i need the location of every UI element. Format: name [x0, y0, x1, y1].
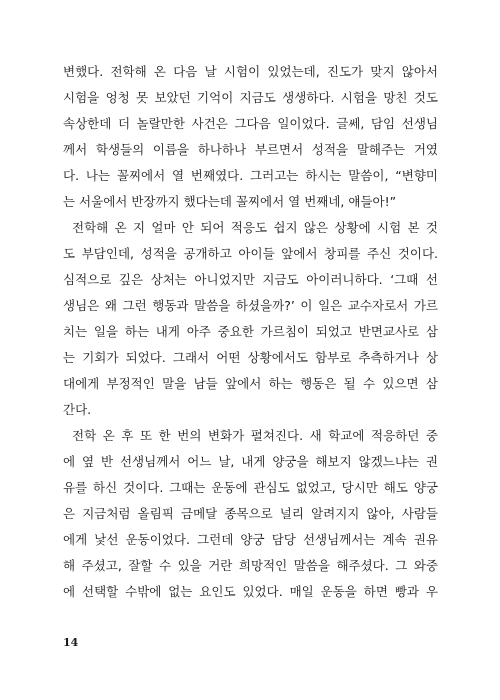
text-line: 는 서울에서 반장까지 했다는데 꼴찌에서 열 번째네, 얘들아!”: [63, 194, 397, 209]
text-line: 시험을 엉청 못 보았던 기억이 지금도 생생하다. 시험을 망친 것도: [63, 90, 438, 105]
text-line: 변했다. 전학해 온 다음 날 시험이 있었는데, 진도가 맞지 않아서: [63, 64, 438, 79]
text-line: 전학 온 후 또 한 번의 변화가 펼쳐진다. 새 학교에 적응하던 중: [72, 428, 438, 443]
text-line: 속상한데 더 놀랄만한 사건은 그다음 일이었다. 글쎄, 담임 선생님: [63, 116, 438, 131]
page-number: 14: [63, 636, 79, 649]
text-line: 께서 학생들의 이름을 하나하나 부르면서 성적을 말해주는 거였: [63, 142, 438, 157]
text-line: 는 기회가 되었다. 그래서 어떤 상황에서도 함부로 추측하거나 상: [63, 350, 438, 365]
text-line: 전학해 온 지 얼마 안 되어 적응도 쉽지 않은 상황에 시험 본 것: [72, 220, 438, 235]
text-line: 해 주셨고, 잘할 수 있을 거란 희망적인 말씀을 해주셨다. 그 와중: [63, 558, 438, 573]
text-line: 심적으로 깊은 상처는 아니었지만 지금도 아이러니하다. ‘그때 선: [63, 272, 438, 287]
text-line: 에게 낯선 운동이었다. 그런데 양궁 담당 선생님께서는 계속 권유: [63, 532, 438, 547]
text-line: 에 옆 반 선생님께서 어느 날, 내게 양궁을 해보지 않겠느냐는 권: [63, 454, 438, 469]
text-line: 유를 하신 것이다. 그때는 운동에 관심도 없었고, 당시만 해도 양궁: [63, 480, 438, 495]
text-line: 치는 일을 하는 내게 아주 중요한 가르침이 되었고 반면교사로 삼: [63, 324, 438, 339]
text-line: 간다.: [63, 402, 92, 417]
text-line: 도 부담인데, 성적을 공개하고 아이들 앞에서 창피를 주신 것이다.: [63, 246, 438, 261]
text-line: 생님은 왜 그런 행동과 말씀을 하셨을까?’ 이 일은 교수자로서 가르: [63, 298, 438, 313]
text-line: 다. 나는 꼴찌에서 열 번째였다. 그러고는 하시는 말씀이, “변향미: [63, 168, 438, 183]
text-line: 은 지금처럼 올림픽 금메달 종목으로 널리 알려지지 않아, 사람들: [63, 506, 438, 521]
text-line: 에 선택할 수밖에 없는 요인도 있었다. 매일 운동을 하면 빵과 우: [63, 584, 438, 599]
text-line: 대에게 부정적인 말을 남들 앞에서 하는 행동은 될 수 있으면 삼: [63, 376, 438, 391]
